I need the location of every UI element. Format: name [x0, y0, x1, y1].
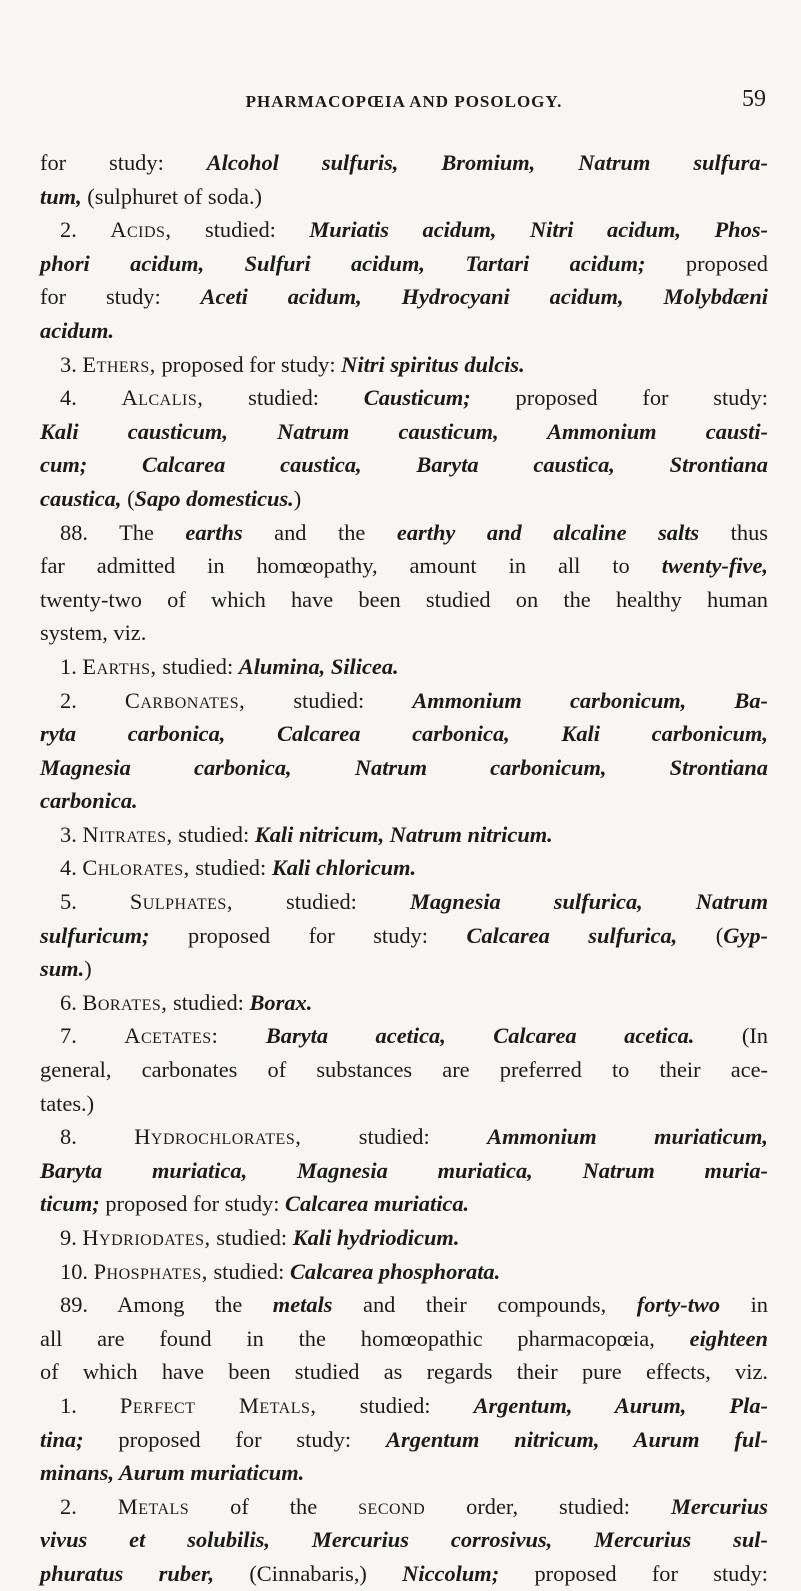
text-line [40, 448, 768, 482]
italic-text: Calcarea muriatica. [285, 1191, 470, 1217]
text-run: 4. [60, 855, 83, 881]
italic-text: Borax. [249, 989, 313, 1015]
italic-text: phuratus ruber, [40, 1560, 215, 1586]
text-line [40, 1154, 768, 1188]
small-caps-heading: Alcalis, [121, 385, 204, 411]
small-caps-heading: Hydriodates, [82, 1225, 211, 1250]
text-line [40, 1389, 768, 1423]
text-run: of which have been studied as regards their pure effects, viz. [40, 1359, 768, 1385]
text-line [40, 952, 768, 986]
text-line [40, 415, 768, 449]
text-run [218, 1023, 266, 1048]
text-line [40, 1523, 768, 1557]
italic-text: Calcarea sulfurica, [466, 922, 678, 948]
text-line [40, 1087, 768, 1121]
italic-text: Ammonium carbonicum, Ba- [412, 687, 768, 713]
text-run: studied: [171, 217, 310, 243]
italic-text: eighteen [689, 1325, 768, 1351]
text-line [40, 1221, 768, 1255]
text-line [40, 1557, 768, 1591]
text-run: studied: [232, 889, 410, 915]
italic-text: Gyp- [723, 922, 769, 948]
text-run: studied: [245, 687, 413, 713]
italic-text: sum. [40, 956, 85, 982]
text-run: general, carbonates of substances are preferred to their ace- [40, 1057, 768, 1083]
text-line [40, 314, 768, 348]
text-line [40, 1288, 768, 1322]
italic-text: earthy and alcaline salts [396, 519, 700, 545]
italic-text: metals [272, 1292, 333, 1318]
italic-text: sulfuricum; [40, 922, 150, 948]
page-header [40, 70, 768, 110]
text-line [40, 751, 768, 785]
italic-text: Argentum nitricum, Aurum ful- [386, 1426, 768, 1452]
small-caps-heading: Earths, [82, 653, 157, 679]
italic-text: Magnesia carbonica, Natrum carbonicum, Strontiana [40, 754, 768, 780]
text-run: proposed for study: [149, 922, 467, 948]
italic-text: Baryta muriatica, Magnesia muriatica, Natrum muria- [40, 1157, 768, 1183]
text-run: 2. [60, 687, 125, 713]
italic-text: Muriatis acidum, Nitri acidum, Phos- [309, 217, 768, 243]
text-run: 2. [60, 1493, 118, 1519]
text-run: proposed for study: [470, 385, 768, 411]
italic-text: Kali hydriodicum. [292, 1225, 460, 1250]
text-run: (In [694, 1023, 768, 1049]
text-run: proposed for study: [499, 1560, 768, 1586]
italic-text: Argentum, Aurum, Pla- [473, 1392, 768, 1418]
text-run: proposed for study: [99, 1191, 286, 1217]
italic-text: acidum. [40, 317, 115, 343]
text-line [40, 717, 768, 751]
text-run: studied: [172, 821, 255, 847]
italic-text: carbonica. [40, 788, 138, 814]
text-run: 8. [60, 1124, 135, 1150]
text-line [40, 919, 768, 953]
text-run: (sulphuret of soda.) [81, 183, 263, 209]
text-run: and their compounds, [332, 1292, 637, 1318]
text-run: 7. [60, 1023, 125, 1049]
text-run: for study: [40, 150, 207, 175]
small-caps-heading: Carbonates, [124, 687, 246, 713]
text-line [40, 213, 768, 247]
text-line [40, 1456, 768, 1490]
small-caps-heading: Acids, [110, 217, 172, 243]
text-run: far admitted in homœopathy, amount in all to [40, 553, 662, 579]
text-run: tates.) [40, 1090, 95, 1116]
text-run: studied: [156, 653, 239, 679]
text-run: studied: [167, 989, 250, 1015]
text-run: studied: [301, 1124, 488, 1150]
text-line [40, 1423, 768, 1457]
text-line [40, 348, 768, 382]
italic-text: earths [185, 519, 243, 545]
text-run: 10. [60, 1258, 94, 1284]
text-run: studied: [207, 1258, 290, 1284]
text-run: studied: [210, 1225, 293, 1250]
italic-text: Calcarea phosphorata. [289, 1258, 501, 1284]
small-caps-heading: second [358, 1493, 426, 1519]
text-line [40, 616, 768, 650]
italic-text: Alumina, Silicea. [238, 653, 399, 679]
text-run: for study: [40, 284, 201, 310]
italic-text: forty-two [636, 1292, 721, 1318]
text-run: 3. [60, 821, 83, 847]
text-run: ) [84, 956, 92, 982]
small-caps-heading: Ethers, [82, 351, 156, 377]
text-run: 3. [60, 351, 83, 377]
text-run: thus [699, 519, 768, 545]
text-run: 89. Among the [60, 1292, 273, 1318]
italic-text: ryta carbonica, Calcarea carbonica, Kali carbonicum, [40, 721, 768, 747]
small-caps-heading: Metals [117, 1493, 190, 1519]
italic-text: Mercurius [670, 1493, 768, 1519]
text-run: studied: [189, 855, 272, 881]
italic-text: Niccolum; [402, 1560, 500, 1586]
text-run: and the [242, 519, 397, 545]
text-line [40, 146, 768, 180]
text-line [40, 516, 768, 550]
text-line [40, 1322, 768, 1356]
small-caps-heading: Perfect Metals, [119, 1392, 317, 1418]
italic-text: Kali causticum, Natrum causticum, Ammonium causti- [40, 418, 768, 444]
text-line [40, 1053, 768, 1087]
italic-text: tum, [40, 183, 82, 209]
text-line [40, 784, 768, 818]
italic-text: tina; [40, 1426, 84, 1452]
small-caps-heading: Chlorates, [82, 855, 190, 881]
text-run: ( [121, 485, 135, 511]
text-run: proposed for study: [83, 1426, 387, 1452]
text-line [40, 583, 768, 617]
text-line [40, 1019, 768, 1053]
text-line [40, 1187, 768, 1221]
text-run: 6. [60, 989, 83, 1015]
italic-text: Kali nitricum, Natrum nitricum. [254, 821, 553, 847]
text-line [40, 549, 768, 583]
text-run: 1. [60, 1392, 120, 1418]
text-run: 1. [60, 653, 83, 679]
text-run: system, viz. [40, 620, 147, 646]
text-run: all are found in the homœopathic pharmacopœia, [40, 1325, 690, 1351]
italic-text: Aceti acidum, Hydrocyani acidum, Molybdæni [200, 284, 769, 310]
text-run: studied: [203, 385, 364, 411]
text-run: proposed [645, 250, 768, 276]
small-caps-heading: Nitrates, [82, 821, 173, 847]
text-line [40, 381, 768, 415]
text-line [40, 1355, 768, 1389]
body-text [40, 146, 768, 1591]
text-run: studied: [316, 1392, 474, 1418]
italic-text: Alcohol sulfuris, Bromium, Natrum sulfura- [206, 150, 769, 175]
text-run: twenty-two of which have been studied on the healthy human [40, 586, 768, 612]
italic-text: Nitri spiritus dulcis. [341, 351, 525, 377]
italic-text: Magnesia sulfurica, Natrum [409, 889, 768, 915]
text-line [40, 851, 768, 885]
text-run: 5. [60, 889, 130, 915]
small-caps-heading: Acetates: [124, 1023, 219, 1049]
small-caps-heading: Sulphates, [129, 889, 233, 915]
text-run: proposed for study: [155, 351, 342, 377]
text-line [40, 482, 768, 516]
text-line [40, 818, 768, 852]
text-run: 9. [60, 1225, 83, 1250]
text-line [40, 247, 768, 281]
italic-text: Baryta acetica, Calcarea acetica. [265, 1023, 695, 1049]
text-run: 88. The [60, 519, 186, 545]
italic-text: vivus et solubilis, Mercurius corrosivus, Mercurius sul- [40, 1527, 768, 1553]
text-line [40, 280, 768, 314]
text-run: 2. [60, 217, 111, 243]
text-line [40, 684, 768, 718]
text-run: ) [293, 485, 302, 511]
text-run: 4. [60, 385, 122, 411]
text-line [40, 885, 768, 919]
text-run: order, studied: [425, 1493, 671, 1519]
small-caps-heading: Phosphates, [93, 1258, 208, 1284]
italic-text: twenty-five, [661, 553, 768, 579]
italic-text: cum; Calcarea caustica, Baryta caustica, Strontiana [40, 452, 768, 478]
italic-text: Kali chloricum. [271, 855, 417, 881]
italic-text: minans, Aurum muriaticum. [40, 1460, 305, 1486]
text-line [40, 986, 768, 1020]
italic-text: caustica, [40, 485, 122, 511]
text-line [40, 1255, 768, 1289]
text-line [40, 1120, 768, 1154]
page-number: 59 [742, 86, 766, 112]
running-head: PHARMACOPŒIA AND POSOLOGY. [245, 92, 563, 111]
italic-text: phori acidum, Sulfuri acidum, Tartari acidum; [40, 250, 646, 276]
text-run: of the [189, 1493, 359, 1519]
text-line [40, 1490, 768, 1524]
text-run: (Cinnabaris,) [214, 1560, 403, 1586]
italic-text: ticum; [40, 1191, 100, 1217]
small-caps-heading: Hydrochlorates, [134, 1124, 302, 1150]
italic-text: Sapo domesticus. [134, 485, 294, 511]
italic-text: Ammonium muriaticum, [487, 1124, 768, 1150]
text-line [40, 650, 768, 684]
italic-text: Causticum; [363, 385, 471, 411]
small-caps-heading: Borates, [82, 989, 168, 1015]
text-run: ( [677, 922, 724, 948]
text-run: in [720, 1292, 768, 1318]
text-line [40, 180, 768, 214]
